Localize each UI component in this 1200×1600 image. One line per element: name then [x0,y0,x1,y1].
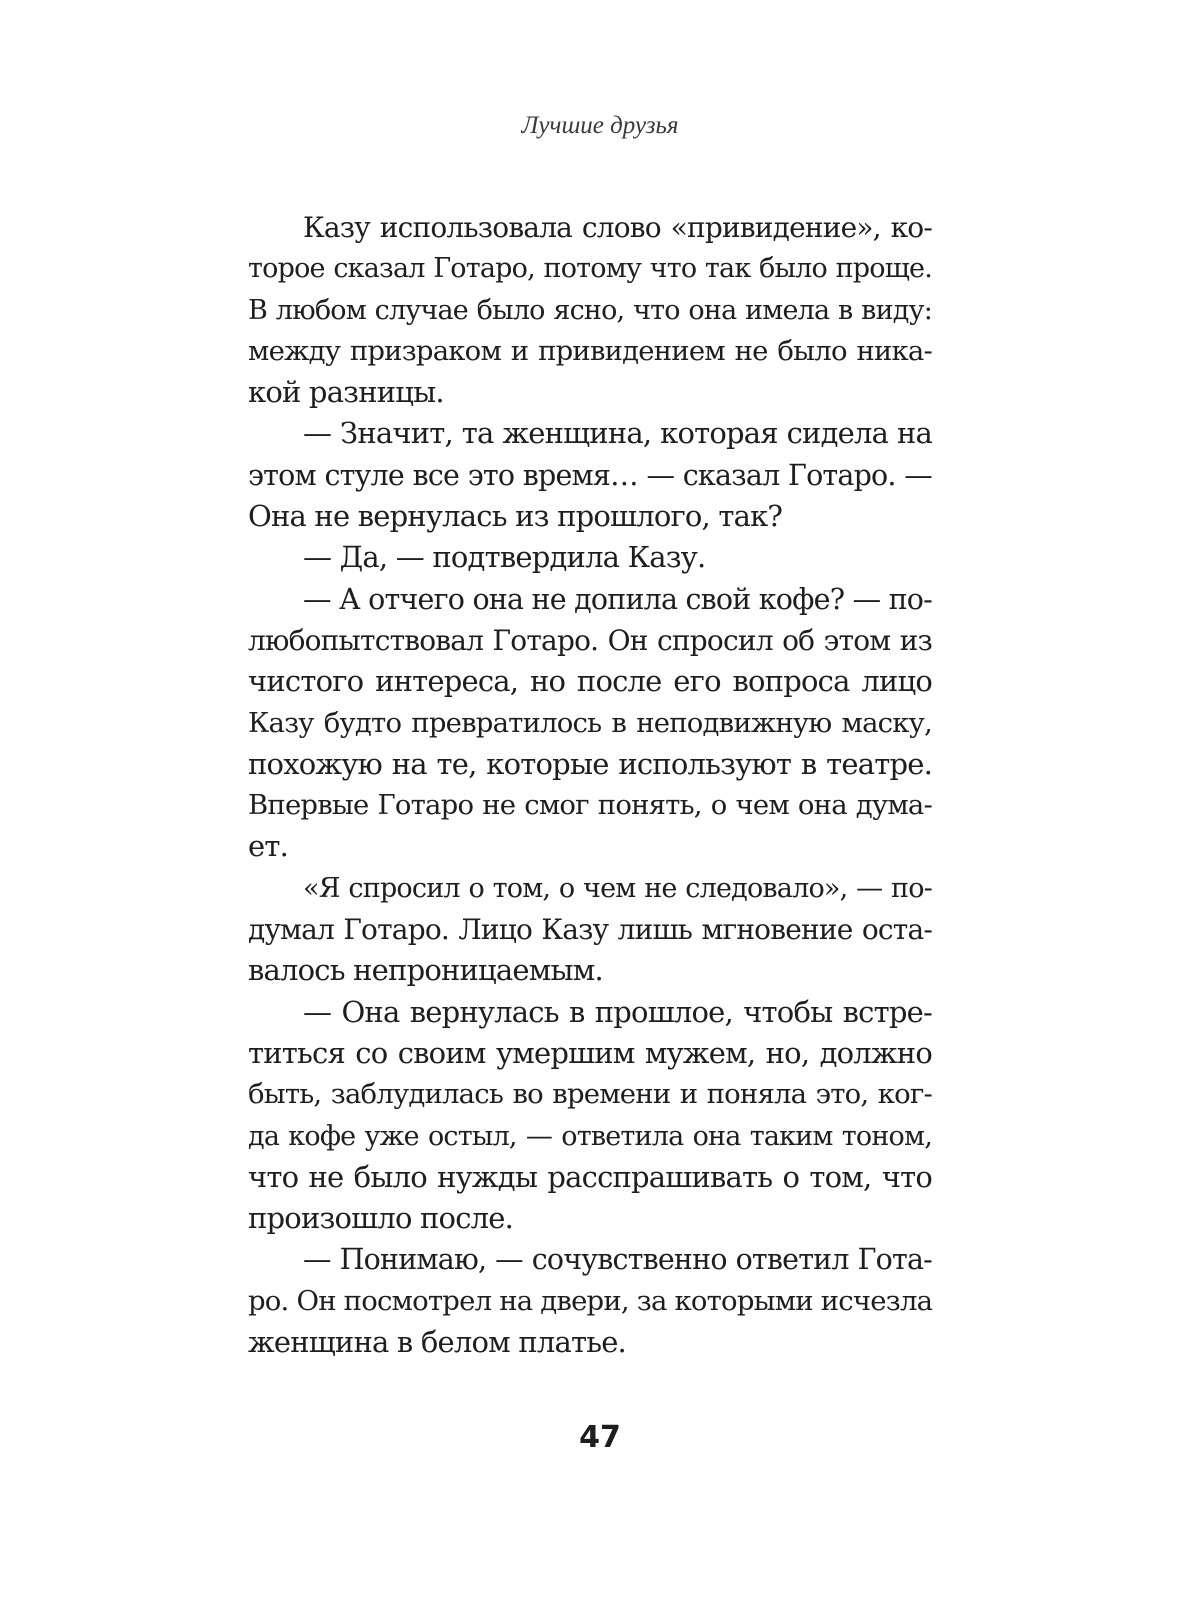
text-line: думал Готаро. Лицо Казу лишь мгновение оста- [248,913,932,947]
text-line: — Да, — подтвердила Казу. [303,540,706,575]
text-line: торое сказал Готаро, потому что так было проще. [248,253,932,285]
text-line: «Я спросил о том, о чем не следовало», — по- [303,872,932,904]
text-line: женщина в белом платье. [248,1325,626,1360]
text-line: чистого интереса, но после его вопроса лицо [248,664,932,699]
text-line: Она не вернулась из прошлого, так? [248,499,783,534]
text-line: — А отчего она не допила свой кофе? — по- [303,582,932,616]
text-line: — Значит, та женщина, которая сидела на [303,416,932,451]
text-line: да кофе уже остыл, — ответила она таким тоном, [248,1120,932,1152]
text-line: ро. Он посмотрел на двери, за которыми исчезла [248,1284,933,1317]
text-line: валось непроницаемым. [248,953,603,988]
running-head: Лучшие друзья [521,112,679,139]
text-line: быть, заблудилась во времени и поняла это, ког- [248,1078,932,1111]
text-line: что не было нужды расспрашивать о том, что [248,1159,932,1194]
body-text [248,207,932,1363]
text-line: Казу будто превратилось в неподвижную маску, [248,706,932,739]
text-line: — Она вернулась в прошлое, чтобы встре- [303,994,932,1029]
text-line: между призраком и привидением не было ника- [248,334,932,367]
text-line: кой разницы. [248,375,444,410]
text-line: В любом случае было ясно, что она имела в виду: [248,294,932,326]
text-line: титься со своим умершим мужем, но, должно [248,1035,932,1070]
text-line: Казу использовала слово «привидение», ко- [303,211,932,244]
text-line: — Понимаю, — сочувственно ответил Гота- [303,1243,932,1277]
text-line: ет. [248,829,289,864]
page-number: 47 [579,1420,621,1455]
text-line: этом стуле все это время… — сказал Готаро. — [248,458,932,492]
text-line: любопытствовал Готаро. Он спросил об этом из [248,623,932,657]
text-line: произошло после. [248,1201,514,1236]
text-line: Впервые Готаро не смог понять, о чем она дума- [248,789,932,822]
text-line: похожую на те, которые используют в театре. [248,746,932,781]
